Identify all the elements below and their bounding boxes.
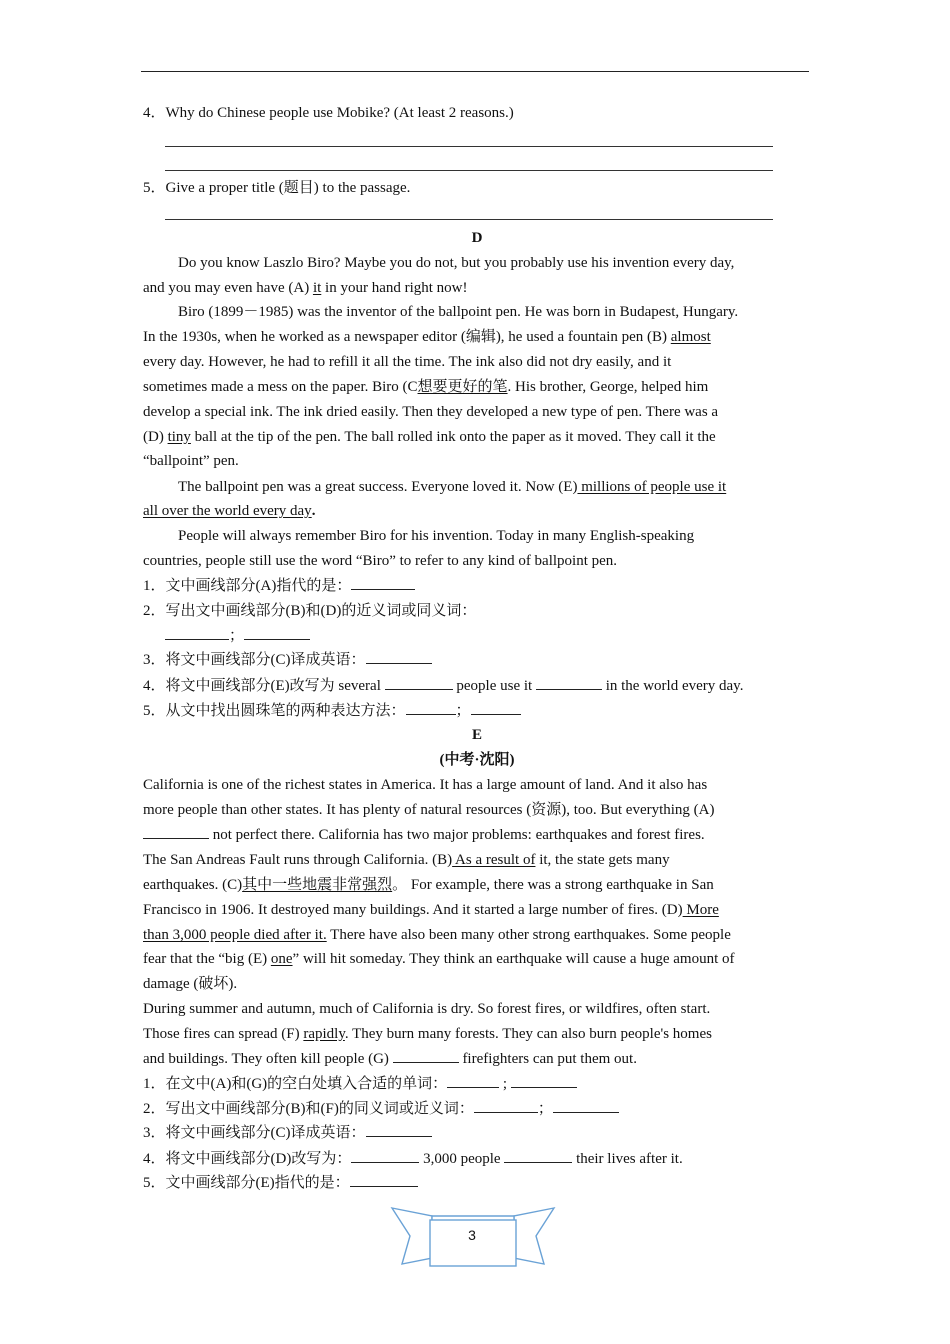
underlined-e: millions of people use it (577, 479, 727, 495)
paragraph-line: than 3,000 people died after it. There have also been many other strong earthquakes. Some people (143, 927, 731, 943)
paragraph-line: develop a special ink. The ink dried easily. Then they developed a new type of pen. There was a (143, 404, 719, 420)
underlined-c: 其中一些地震非常强烈 (242, 877, 393, 893)
paragraph-line: (D) tiny ball at the tip of the pen. The ball rolled ink onto the paper as it moved. They call it the (143, 429, 716, 445)
blank-field[interactable] (165, 625, 229, 640)
question-5: 5．Give a proper title (题目) to the passage. (143, 180, 411, 196)
blank-field[interactable] (504, 1148, 572, 1163)
paragraph-line: not perfect there. California has two major problems: earthquakes and forest fires. (143, 823, 811, 848)
section-e-heading: E (471, 727, 482, 743)
e-question-3: 3．将文中画线部分(C)译成英语： (143, 1121, 811, 1146)
e-question-4: 4．将文中画线部分(D)改写为： 3,000 people their lives after it. (143, 1147, 811, 1172)
paragraph-line: People will always remember Biro for his invention. Today in many English-speaking (178, 528, 695, 544)
blank-field[interactable] (143, 824, 209, 839)
paragraph-line: The ballpoint pen was a great success. Everyone loved it. Now (E) millions of people use it (178, 479, 727, 495)
paragraph-line: and buildings. They often kill people (G) firefighters can put them out. (143, 1047, 811, 1072)
paragraph-line: countries, people still use the word “Biro” to refer to any kind of ballpoint pen. (143, 553, 618, 569)
blank-field[interactable] (471, 700, 521, 715)
answer-line[interactable] (165, 146, 773, 147)
d-question-2-blanks: ； (165, 624, 833, 649)
underlined-f: rapidly (303, 1026, 345, 1042)
e-question-5: 5．文中画线部分(E)指代的是： (143, 1171, 811, 1196)
paragraph-line: California is one of the richest states in America. It has a large amount of land. And it also has (143, 777, 708, 793)
section-e-source: (中考·沈阳) (439, 752, 515, 768)
paragraph-line: earthquakes. (C)其中一些地震非常强烈。 For example, there was a strong earthquake in San (143, 877, 714, 893)
blank-field[interactable] (553, 1098, 619, 1113)
blank-field[interactable] (511, 1073, 577, 1088)
paragraph-line: fear that the “big (E) one” will hit someday. They think an earthquake will cause a huge amount of (143, 951, 735, 967)
d-question-1: 1．文中画线部分(A)指代的是： (143, 574, 811, 599)
paragraph-line: more people than other states. It has plenty of natural resources (资源), too. But everything (A) (143, 802, 715, 818)
underlined-d-cont: than 3,000 people died after it. (143, 927, 327, 943)
paragraph-line: During summer and autumn, much of California is dry. So forest fires, or wildfires, often start. (143, 1001, 711, 1017)
d-question-3: 3．将文中画线部分(C)译成英语： (143, 648, 811, 673)
answer-line[interactable] (165, 170, 773, 171)
header-rule (141, 71, 809, 72)
underlined-a: it (312, 280, 322, 296)
underlined-e: one (270, 951, 293, 967)
d-question-4: 4．将文中画线部分(E)改写为 several people use it in the world every day. (143, 674, 811, 699)
blank-field[interactable] (366, 1122, 432, 1137)
underlined-c: 想要更好的笔 (417, 379, 508, 395)
e-question-2: 2．写出文中画线部分(B)和(F)的同义词或近义词： ； (143, 1097, 811, 1122)
underlined-d: More (682, 902, 719, 918)
blank-field[interactable] (385, 675, 453, 690)
page-number: 3 (468, 1227, 476, 1243)
blank-field[interactable] (351, 575, 415, 590)
blank-field[interactable] (406, 700, 456, 715)
blank-field[interactable] (447, 1073, 499, 1088)
question-4: 4．Why do Chinese people use Mobike? (At least 2 reasons.) (143, 105, 514, 121)
answer-line[interactable] (165, 219, 773, 220)
blank-field[interactable] (474, 1098, 538, 1113)
underlined-d: tiny (167, 429, 191, 445)
paragraph-line: sometimes made a mess on the paper. Biro (C想要更好的笔. His brother, George, helped him (143, 379, 709, 395)
blank-field[interactable] (350, 1172, 418, 1187)
paragraph-line: “ballpoint” pen. (143, 453, 239, 469)
underlined-e-cont: all over the world every day (143, 503, 312, 519)
paragraph-line: Those fires can spread (F) rapidly. They burn many forests. They can also burn people's homes (143, 1026, 712, 1042)
paragraph-line: Francisco in 1906. It destroyed many buildings. And it started a large number of fires. (D) More (143, 902, 719, 918)
paragraph-line: all over the world every day. (143, 503, 316, 519)
section-d-heading: D (471, 230, 483, 246)
paragraph-line: Biro (1899－1985) was the inventor of the ballpoint pen. He was born in Budapest, Hungary. (178, 304, 739, 320)
paragraph-line: Do you know Laszlo Biro? Maybe you do not, but you probably use his invention every day, (178, 255, 735, 271)
e-question-1: 1．在文中(A)和(G)的空白处填入合适的单词： ; (143, 1072, 811, 1097)
underlined-b: As a result of (452, 852, 536, 868)
paragraph-line: The San Andreas Fault runs through California. (B) As a result of it, the state gets many (143, 852, 670, 868)
blank-field[interactable] (351, 1148, 419, 1163)
blank-field[interactable] (244, 625, 310, 640)
paragraph-line: and you may even have (A) it in your hand right now! (143, 280, 468, 296)
blank-field[interactable] (536, 675, 602, 690)
d-question-2: 2．写出文中画线部分(B)和(D)的近义词或同义词： (143, 603, 477, 619)
paragraph-line: every day. However, he had to refill it all the time. The ink also did not dry easily, and it (143, 354, 672, 370)
paragraph-line: damage (破坏). (143, 976, 238, 992)
d-question-5: 5．从文中找出圆珠笔的两种表达方法： ； (143, 699, 811, 724)
blank-field[interactable] (393, 1048, 459, 1063)
paragraph-line: In the 1930s, when he worked as a newspaper editor (编辑), he used a fountain pen (B) almost (143, 329, 711, 345)
blank-field[interactable] (366, 649, 432, 664)
underlined-b: almost (670, 329, 711, 345)
